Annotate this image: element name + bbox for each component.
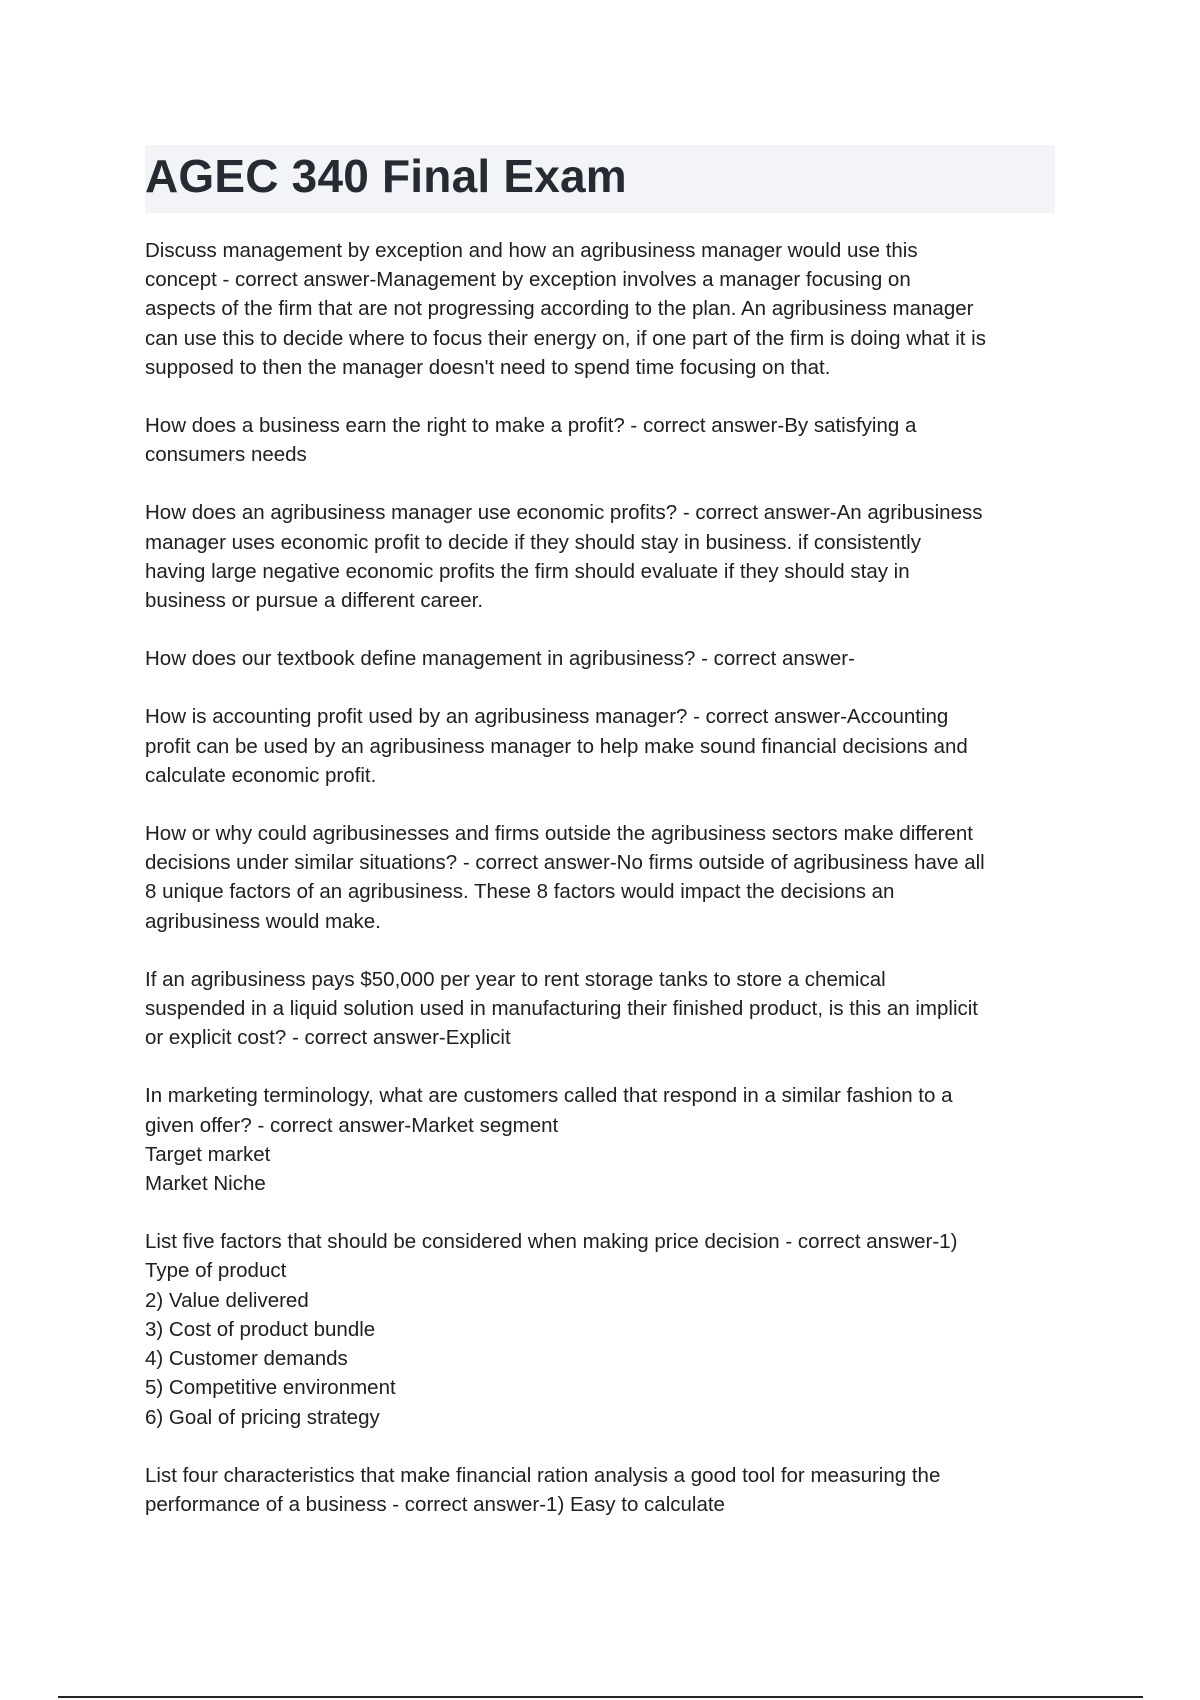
qa-entry: [145, 1227, 1065, 1431]
qa-line: profit can be used by an agribusiness manager to help make sound financial decisions and: [145, 734, 968, 758]
qa-entry: [145, 498, 1065, 615]
qa-line: having large negative economic profits the firm should evaluate if they should stay in: [145, 559, 910, 583]
qa-line: How does our textbook define management in agribusiness? - correct answer-: [145, 647, 855, 671]
qa-line: calculate economic profit.: [145, 763, 377, 787]
qa-line: Target market: [145, 1142, 271, 1166]
qa-line: Type of product: [145, 1259, 287, 1283]
qa-line: 5) Competitive environment: [145, 1376, 396, 1400]
qa-entry: [145, 1081, 1065, 1198]
qa-line: business or pursue a different career.: [145, 589, 484, 613]
qa-line: How does an agribusiness manager use economic profits? - correct answer-An agribusiness: [145, 501, 983, 525]
qa-line: manager uses economic profit to decide if they should stay in business. if consistently: [145, 530, 921, 554]
qa-entry: [145, 411, 1065, 469]
qa-entry: [145, 1461, 1065, 1519]
qa-line: can use this to decide where to focus their energy on, if one part of the firm is doing what it is: [145, 326, 986, 350]
qa-entry: [145, 236, 1065, 382]
footer-divider: [58, 1696, 1143, 1698]
qa-line: decisions under similar situations? - correct answer-No firms outside of agribusiness have all: [145, 851, 985, 875]
qa-line: performance of a business - correct answer-1) Easy to calculate: [145, 1492, 725, 1516]
qa-content: [145, 236, 1065, 1548]
qa-line: consumers needs: [145, 443, 307, 467]
qa-line: If an agribusiness pays $50,000 per year to rent storage tanks to store a chemical: [145, 967, 886, 991]
qa-line: or explicit cost? - correct answer-Explicit: [145, 1026, 511, 1050]
qa-line: 3) Cost of product bundle: [145, 1317, 376, 1341]
qa-line: How is accounting profit used by an agribusiness manager? - correct answer-Accounting: [145, 705, 949, 729]
qa-line: 4) Customer demands: [145, 1347, 348, 1371]
qa-line: suspended in a liquid solution used in manufacturing their finished product, is this an implicit: [145, 997, 979, 1021]
qa-line: Discuss management by exception and how an agribusiness manager would use this: [145, 239, 918, 262]
qa-line: Market Niche: [145, 1172, 266, 1196]
qa-entry: [145, 819, 1065, 936]
qa-line: In marketing terminology, what are customers called that respond in a similar fashion to a: [145, 1084, 953, 1108]
qa-line: How or why could agribusinesses and firms outside the agribusiness sectors make different: [145, 822, 973, 846]
qa-line: agribusiness would make.: [145, 909, 381, 933]
qa-line: List four characteristics that make financial ration analysis a good tool for measuring the: [145, 1463, 941, 1487]
qa-line: 6) Goal of pricing strategy: [145, 1405, 380, 1429]
qa-line: 2) Value delivered: [145, 1288, 309, 1312]
title-banner: [145, 145, 1055, 213]
qa-entry: [145, 644, 1065, 673]
qa-entry: [145, 702, 1065, 790]
qa-line: given offer? - correct answer-Market segment: [145, 1113, 559, 1137]
page-title: AGEC 340 Final Exam: [145, 150, 627, 202]
qa-line: How does a business earn the right to make a profit? - correct answer-By satisfying a: [145, 414, 917, 438]
qa-line: List five factors that should be considered when making price decision - correct answer-1): [145, 1230, 958, 1254]
qa-line: 8 unique factors of an agribusiness. These 8 factors would impact the decisions an: [145, 880, 895, 904]
qa-line: supposed to then the manager doesn't need to spend time focusing on that.: [145, 355, 831, 379]
qa-entry: [145, 965, 1065, 1053]
qa-line: aspects of the firm that are not progressing according to the plan. An agribusiness manager: [145, 297, 974, 321]
qa-line: concept - correct answer-Management by exception involves a manager focusing on: [145, 268, 911, 292]
